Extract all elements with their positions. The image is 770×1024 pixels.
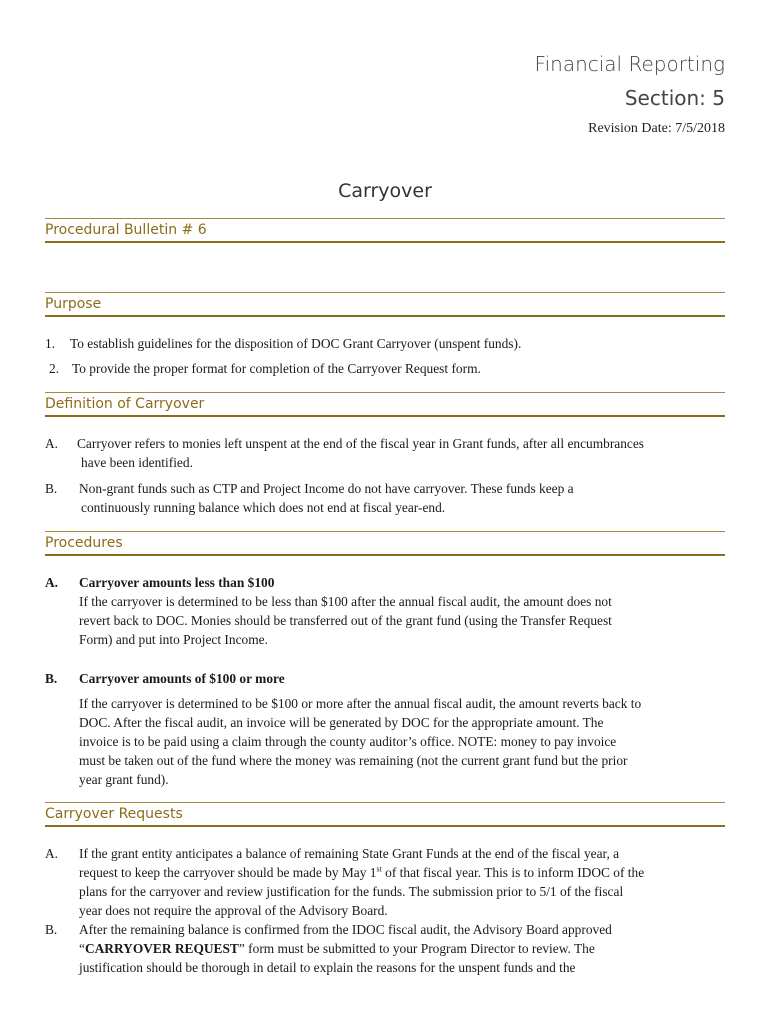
- definition-a-line1: Carryover refers to monies left unspent at the end of the fiscal year in Grant funds, after all encumbrances: [77, 436, 645, 451]
- bulletin-heading-label: Procedural Bulletin # 6: [45, 222, 207, 238]
- requests-heading-label: Carryover Requests: [45, 806, 183, 822]
- requests-a-num: A.: [45, 846, 59, 861]
- document-title: Carryover: [338, 180, 432, 202]
- purpose-heading: [45, 292, 725, 317]
- definition-b-line2: continuously running balance which does not end at fiscal year-end.: [81, 500, 446, 515]
- procedures-b-line2: DOC. After the fiscal audit, an invoice will be generated by DOC for the appropriate amount. The: [79, 715, 604, 730]
- bulletin-heading: [45, 218, 725, 243]
- definition-a-num: A.: [45, 436, 59, 451]
- requests-a-line3: plans for the carryover and review justification for the funds. The submission prior to 5/1 of the fiscal: [79, 884, 624, 899]
- requests-a-line1: If the grant entity anticipates a balance of remaining State Grant Funds at the end of the fiscal year, a: [79, 846, 620, 861]
- requests-b-line2-bold: CARRYOVER REQUEST: [84, 941, 239, 956]
- procedures-a-title: Carryover amounts less than $100: [79, 575, 275, 590]
- procedures-a-num: A.: [45, 575, 59, 590]
- requests-b-line2-post: ” form must be submitted to your Program Director to review. The: [238, 941, 595, 956]
- requests-a-line2-pre: request to keep the carryover should be made by May 1: [79, 865, 377, 880]
- procedures-b-line5: year grant fund).: [79, 772, 169, 787]
- procedures-heading-label: Procedures: [45, 535, 123, 551]
- procedures-b-num: B.: [45, 671, 58, 686]
- procedures-a-line2: revert back to DOC. Monies should be transferred out of the grant fund (using the Transfer Request: [79, 613, 612, 628]
- revision-date: Revision Date: 7/5/2018: [588, 121, 725, 136]
- procedures-a-line3: Form) and put into Project Income.: [79, 632, 268, 647]
- requests-b-num: B.: [45, 922, 58, 937]
- purpose-heading-label: Purpose: [45, 296, 102, 312]
- requests-a-line2: [79, 863, 644, 882]
- definition-a-line2: have been identified.: [81, 455, 193, 470]
- definition-heading: [45, 392, 725, 417]
- definition-heading-label: Definition of Carryover: [45, 396, 205, 412]
- header-section: Section: 5: [624, 86, 725, 110]
- purpose-item-2-num: 2.: [49, 361, 60, 376]
- procedures-heading: [45, 531, 725, 556]
- requests-a-line4: year does not require the approval of the Advisory Board.: [79, 903, 388, 918]
- purpose-item-2-text: To provide the proper format for completion of the Carryover Request form.: [72, 361, 481, 376]
- procedures-b-line4: must be taken out of the fund where the money was remaining (not the current grant fund but the prior: [79, 753, 628, 768]
- requests-b-line1: After the remaining balance is confirmed from the IDOC fiscal audit, the Advisory Board approved: [79, 922, 612, 937]
- purpose-item-1-num: 1.: [45, 336, 56, 351]
- requests-b-line3: justification should be thorough in detail to explain the reasons for the unspent funds and the: [79, 960, 576, 975]
- requests-b-line2: [79, 939, 595, 958]
- requests-b-line2-open: “: [79, 941, 85, 956]
- requests-a-line2-post: of that fiscal year. This is to inform IDOC of the: [381, 865, 645, 880]
- procedures-b-line3: invoice is to be paid using a claim through the county auditor’s office. NOTE: money to pay invoice: [79, 734, 617, 749]
- header-title: Financial Reporting: [534, 52, 725, 76]
- purpose-item-1-text: To establish guidelines for the disposition of DOC Grant Carryover (unspent funds).: [70, 336, 522, 351]
- requests-a-line2-sup: st: [376, 864, 382, 874]
- procedures-b-line1: If the carryover is determined to be $100 or more after the annual fiscal audit, the amount reverts back to: [79, 696, 642, 711]
- procedures-a-line1: If the carryover is determined to be less than $100 after the annual fiscal audit, the amount does not: [79, 594, 612, 609]
- definition-b-line1: Non-grant funds such as CTP and Project Income do not have carryover. These funds keep a: [79, 481, 574, 496]
- procedures-b-title: Carryover amounts of $100 or more: [79, 671, 285, 686]
- requests-heading: [45, 802, 725, 827]
- definition-b-num: B.: [45, 481, 58, 496]
